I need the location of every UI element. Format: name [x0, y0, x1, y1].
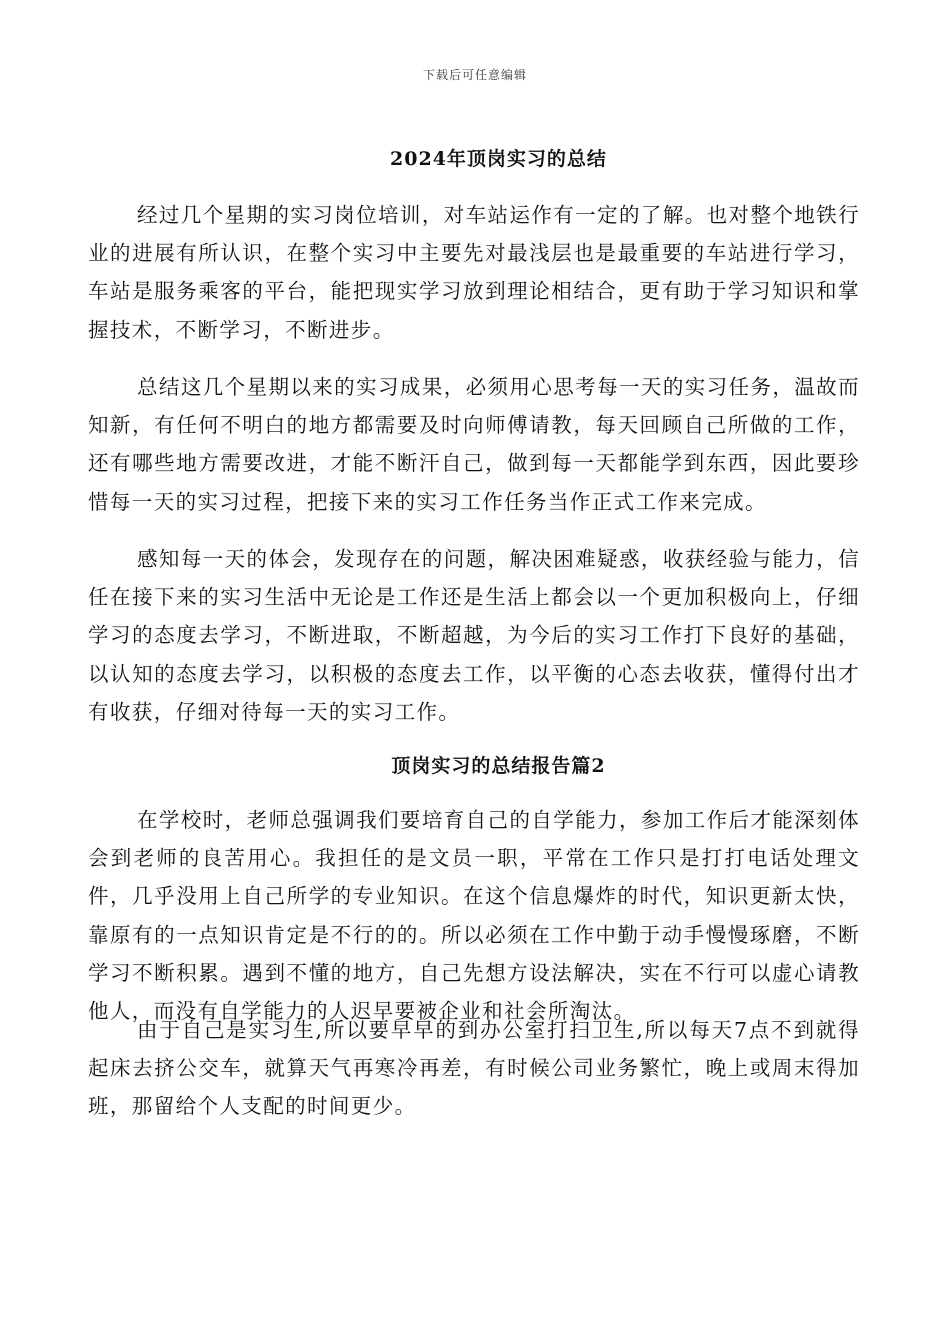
section-title: 2024年顶岗实习的总结: [390, 148, 607, 170]
paragraph: 感知每一天的体会，发现存在的问题，解决困难疑惑，收获经验与能力，信任在接下来的实习生活中无论是工作还是生活上都会以一个更加积极向上，仔细学习的态度去学习，不断进取，不断超越，为今后的实习工作打下良好的基础，以认知的态度去学习，以积极的态度去工作，以平衡的心态去收获，懂得付出才有收获，仔细对待每一天的实习工作。: [88, 547, 860, 724]
paragraph: 由于自己是实习生,所以要早早的到办公室打扫卫生,所以每天7点不到就得起床去挤公交车，就算天气再寒冷再差，有时候公司业务繁忙，晚上或周末得加班，那留给个人支配的时间更少。: [88, 1018, 860, 1119]
paragraph: 总结这几个星期以来的实习成果，必须用心思考每一天的实习任务，温故而知新，有任何不明白的地方都需要及时向师傅请教，每天回顾自己所做的工作，还有哪些地方需要改进，才能不断汗自己，做到每一天都能学到东西，因此要珍惜每一天的实习过程，把接下来的实习工作任务当作正式工作来完成。: [88, 375, 860, 514]
paragraph: 经过几个星期的实习岗位培训，对车站运作有一定的了解。也对整个地铁行业的进展有所认识，在整个实习中主要先对最浅层也是最重要的车站进行学习，车站是服务乘客的平台，能把现实学习放到理论相结合，更有助于学习知识和掌握技术，不断学习，不断进步。: [88, 203, 860, 342]
section-title: 顶岗实习的总结报告篇2: [391, 755, 606, 777]
paragraph: 在学校时，老师总强调我们要培育自己的自学能力，参加工作后才能深刻体会到老师的良苦用心。我担任的是文员一职，平常在工作只是打打电话处理文件，几乎没用上自己所学的专业知识。在这个信息爆炸的时代，知识更新太快，靠原有的一点知识肯定是不行的的。所以必须在工作中勤于动手慢慢琢磨，不断学习不断积累。遇到不懂的地方，自己先想方设法解决，实在不行可以虚心请教他人，而没有自学能力的人迟早要被企业和社会所淘汰。: [88, 808, 860, 1024]
header-note: 下载后可任意编辑: [422, 68, 527, 82]
